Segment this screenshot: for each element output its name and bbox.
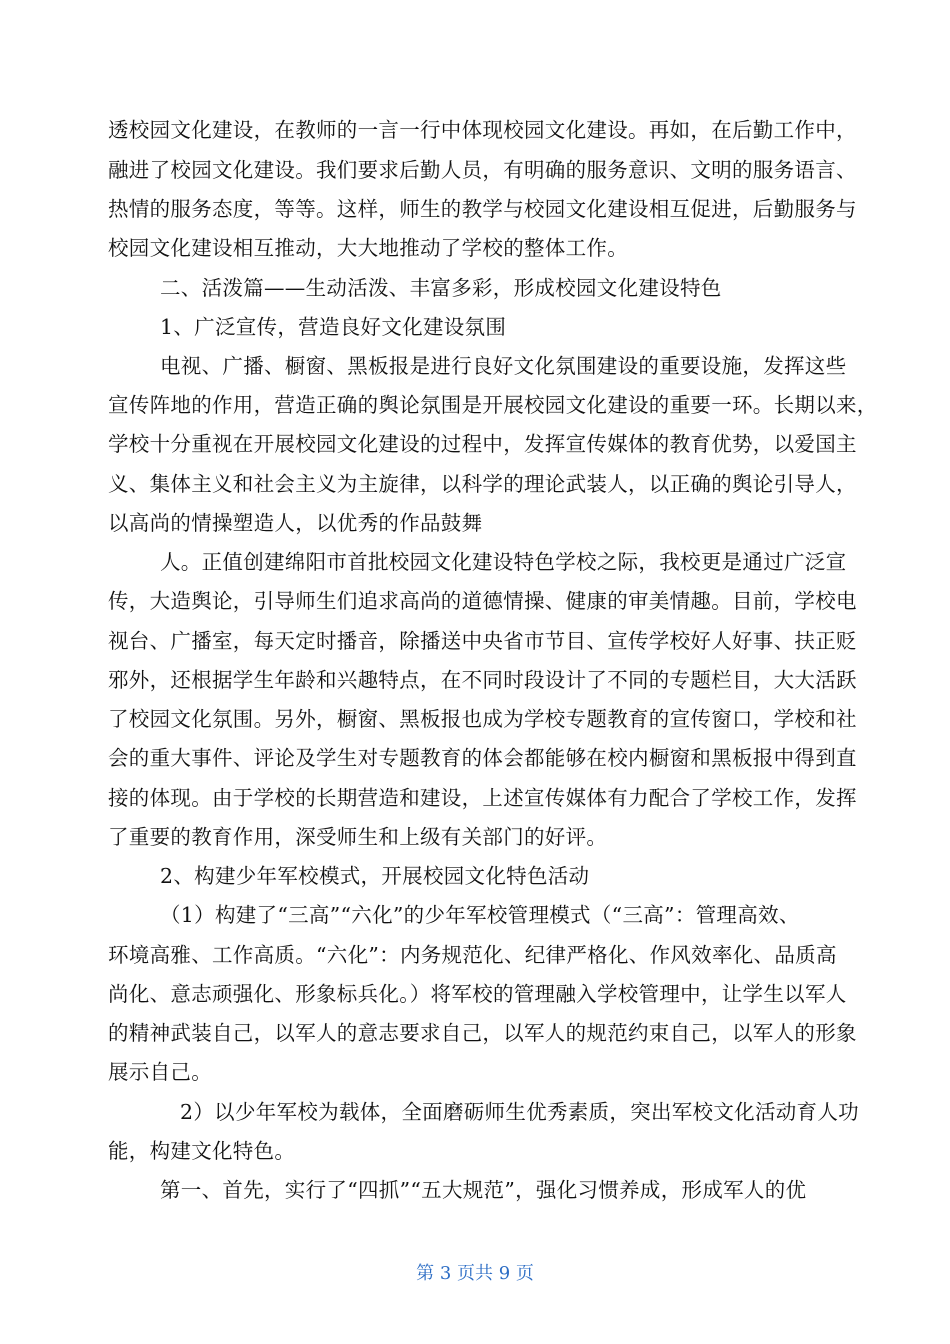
text-line: 第一、首先，实行了“四抓”“五大规范”，强化习惯养成，形成军人的优 (160, 1178, 807, 1202)
text-line: 环境高雅、工作高质。“六化”：内务规范化、纪律严格化、作风效率化、品质高 (108, 943, 837, 967)
text-line: 视台、广播室，每天定时播音，除播送中央省市节目、宣传学校好人好事、扶正贬 (108, 629, 857, 653)
text-line: 以高尚的情操塑造人，以优秀的作品鼓舞 (108, 511, 483, 535)
text-line: （1）构建了“三高”“六化”的少年军校管理模式（“三高”：管理高效、 (160, 903, 800, 927)
text-line: 透校园文化建设，在教师的一言一行中体现校园文化建设。再如，在后勤工作中， (108, 118, 857, 142)
text-line: 2）以少年军校为载体，全面磨砺师生优秀素质，突出军校文化活动育人功 (180, 1100, 859, 1124)
text-line: 会的重大事件、评论及学生对专题教育的体会都能够在校内橱窗和黑板报中得到直 (108, 746, 857, 770)
text-line: 学校十分重视在开展校园文化建设的过程中，发挥宣传媒体的教育优势，以爱国主 (108, 432, 857, 456)
text-line: 电视、广播、橱窗、黑板报是进行良好文化氛围建设的重要设施，发挥这些 (160, 354, 847, 378)
text-line: 融进了校园文化建设。我们要求后勤人员，有明确的服务意识、文明的服务语言、 (108, 158, 857, 182)
text-line: 展示自己。 (108, 1060, 212, 1084)
text-line: 宣传阵地的作用，营造正确的舆论氛围是开展校园文化建设的重要一环。长期以来， (108, 393, 878, 417)
text-line: 的精神武装自己，以军人的意志要求自己，以军人的规范约束自己，以军人的形象 (108, 1021, 857, 1045)
text-line: 尚化、意志顽强化、形象标兵化。）将军校的管理融入学校管理中，让学生以军人 (108, 982, 847, 1006)
text-line: 邪外，还根据学生年龄和兴趣特点，在不同时段设计了不同的专题栏目，大大活跃 (108, 668, 857, 692)
text-line: 义、集体主义和社会主义为主旋律，以科学的理论武装人，以正确的舆论引导人， (108, 472, 857, 496)
text-line: 接的体现。由于学校的长期营造和建设，上述宣传媒体有力配合了学校工作，发挥 (108, 786, 857, 810)
text-line: 校园文化建设相互推动，大大地推动了学校的整体工作。 (108, 236, 628, 260)
section-heading: 二、活泼篇——生动活泼、丰富多彩，形成校园文化建设特色 (160, 276, 722, 300)
text-line: 热情的服务态度，等等。这样，师生的教学与校园文化建设相互促进，后勤服务与 (108, 197, 857, 221)
subsection-heading: 1、广泛宣传，营造良好文化建设氛围 (160, 315, 507, 339)
page-number-footer: 第 3 页共 9 页 (416, 1263, 534, 1284)
text-line: 传，大造舆论，引导师生们追求高尚的道德情操、健康的审美情趣。目前，学校电 (108, 589, 857, 613)
text-line: 了校园文化氛围。另外，橱窗、黑板报也成为学校专题教育的宣传窗口，学校和社 (108, 707, 857, 731)
text-line: 人。正值创建绵阳市首批校园文化建设特色学校之际，我校更是通过广泛宣 (160, 550, 847, 574)
text-line: 了重要的教育作用，深受师生和上级有关部门的好评。 (108, 825, 608, 849)
subsection-heading: 2、构建少年军校模式，开展校园文化特色活动 (160, 864, 590, 888)
text-line: 能，构建文化特色。 (108, 1139, 296, 1163)
